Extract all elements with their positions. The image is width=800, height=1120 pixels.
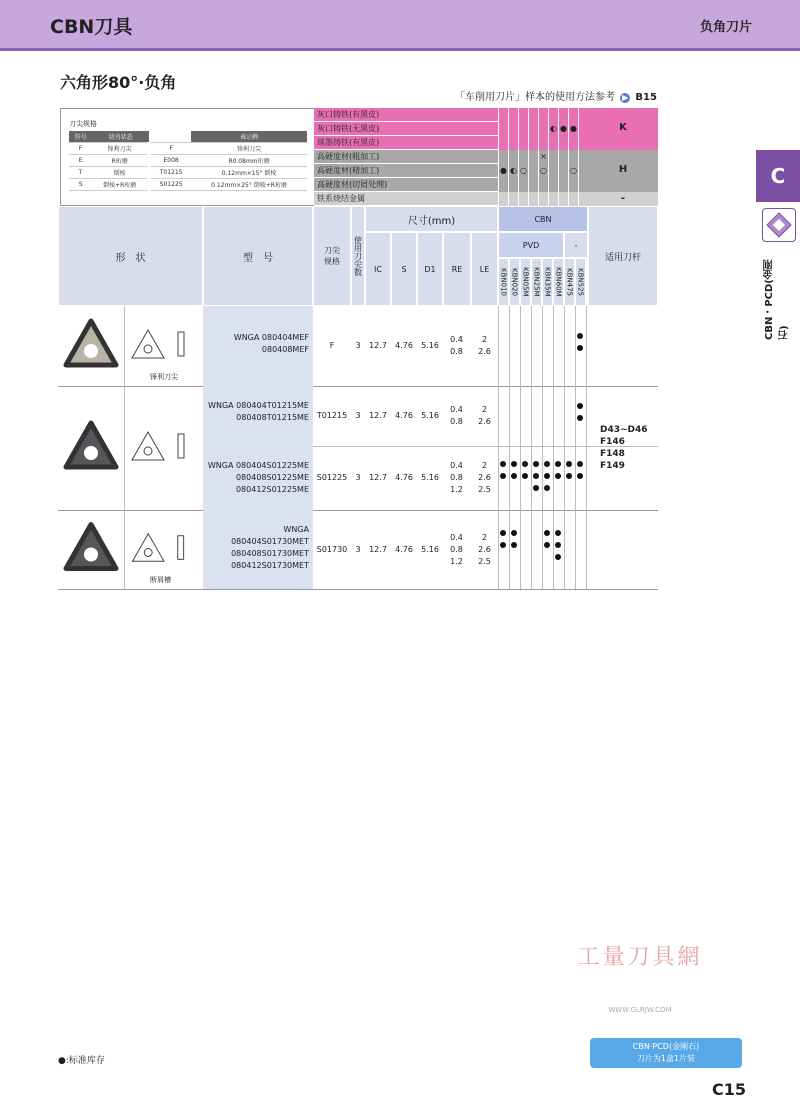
material-mark	[558, 150, 568, 164]
material-mark	[518, 150, 528, 164]
grade-column-line	[520, 306, 521, 589]
stock-dot	[555, 461, 561, 467]
material-row: 灰口铸铁(有黑皮)	[314, 108, 498, 122]
stock-dot	[544, 530, 550, 536]
dim-le-value: 2.5	[478, 556, 491, 566]
stock-dot	[577, 345, 583, 351]
dim-le-value: 2	[481, 335, 488, 344]
material-mark	[498, 108, 508, 122]
material-mark: ●	[568, 122, 578, 136]
head-pvd: PVD	[498, 232, 564, 258]
dim-le-value: 2.5	[478, 485, 491, 494]
stock-dot	[577, 473, 583, 479]
dim-re	[443, 334, 470, 358]
material-mark	[498, 178, 508, 192]
dim-ic: 12.7	[369, 341, 387, 350]
reference-page-link[interactable]: B15	[635, 92, 657, 103]
arrow-icon: ▶	[622, 93, 629, 102]
material-row: 高硬度材(切屑处理)	[314, 178, 498, 192]
dim-d1: 5.16	[421, 544, 439, 554]
row-divider	[58, 510, 658, 511]
diamond-insert-icon	[762, 208, 796, 242]
dim-re-value: 0.8	[450, 473, 463, 482]
material-row: 高硬度材(精加工)	[314, 164, 498, 178]
edge-spec: F	[329, 341, 335, 350]
legend-cell: E008	[149, 155, 191, 167]
cell-divider	[124, 386, 125, 510]
material-mark	[518, 122, 528, 136]
head-dim-le: LE	[471, 232, 498, 306]
material-mark	[548, 108, 558, 122]
head-grade	[520, 258, 531, 306]
edge-spec: S01730	[316, 544, 348, 554]
grade-label: KBN020	[510, 268, 519, 296]
material-mark	[548, 178, 558, 192]
legend-cell: S	[69, 179, 92, 191]
code-k: K	[619, 122, 627, 133]
stock-dot	[566, 473, 572, 479]
material-mark	[548, 150, 558, 164]
head-shape: 形 状	[58, 206, 203, 306]
legend-head: 表示例	[191, 131, 307, 143]
watermark-url: WWW.GLRJW.COM	[608, 1006, 672, 1014]
material-mark	[578, 122, 588, 136]
material-mark	[508, 178, 518, 192]
stock-dot	[544, 461, 550, 467]
material-mark	[538, 108, 548, 122]
material-mark	[558, 178, 568, 192]
page-number: C15	[712, 1080, 747, 1099]
stock-dot	[555, 542, 561, 548]
stock-dot	[511, 542, 517, 548]
insert-photo	[60, 518, 122, 581]
material-mark	[548, 136, 558, 150]
material-mark	[578, 150, 588, 164]
material-mark	[518, 178, 528, 192]
material-mark	[518, 192, 528, 206]
grade-column-line	[586, 306, 587, 589]
head-dash: -	[564, 232, 588, 258]
material-mark	[568, 178, 578, 192]
legend-cell: R0.08mm珩磨	[191, 155, 307, 167]
dim-s: 4.76	[395, 473, 413, 482]
edge-count: 3	[355, 473, 361, 482]
page-category: 负角刀片	[699, 20, 752, 35]
material-mark	[528, 136, 538, 150]
head-holder: 适用刀杆	[588, 206, 658, 306]
head-dim-s: S	[391, 232, 417, 306]
insert-drawing	[126, 520, 198, 579]
dim-le-value: 2	[481, 405, 488, 414]
material-mark	[568, 136, 578, 150]
dim-le-value: 2.6	[478, 347, 491, 356]
material-mark	[578, 178, 588, 192]
dim-re-value: 0.4	[450, 335, 463, 344]
legend-row	[69, 155, 307, 167]
material-row: 球墨铸铁(有黑皮)	[314, 136, 498, 150]
material-mark: ●	[558, 122, 568, 136]
material-mark: ◐	[508, 164, 518, 178]
stock-dot	[577, 333, 583, 339]
holder-item: F149	[600, 461, 625, 471]
material-mark	[528, 178, 538, 192]
material-mark: ×	[538, 150, 548, 164]
legend-cell: 0.12mm×15° 倒棱	[191, 167, 307, 179]
material-mark	[578, 108, 588, 122]
head-grade	[553, 258, 564, 306]
dim-re-value: 1.2	[450, 485, 463, 494]
legend-head: 切刃状态	[92, 131, 149, 143]
material-mark	[558, 108, 568, 122]
material-mark	[508, 108, 518, 122]
cell-divider	[124, 306, 125, 386]
material-row: 铁系烧结金属	[314, 192, 498, 206]
stock-dot	[533, 485, 539, 491]
insert-drawing	[126, 316, 198, 376]
model-cell	[203, 306, 313, 386]
grade-column-line	[553, 306, 554, 589]
head-grade	[509, 258, 520, 306]
legend-row	[69, 167, 307, 179]
model-cell	[203, 446, 313, 510]
stock-dot	[555, 473, 561, 479]
model-code[interactable]: WNGA 080404T01215ME	[208, 401, 309, 410]
dim-s: 4.76	[395, 411, 413, 420]
stock-dot	[533, 461, 539, 467]
insert-photo	[60, 314, 122, 378]
model-code[interactable]: 080408T01215ME	[236, 413, 309, 422]
dim-re-value: 0.4	[450, 461, 463, 470]
grade-column-line	[509, 306, 510, 589]
material-mark	[508, 150, 518, 164]
stock-dot	[555, 554, 561, 560]
material-mark	[568, 192, 578, 206]
edge-count: 3	[355, 544, 361, 554]
dim-le	[471, 334, 498, 358]
chapter-label: CBN・PCD(金刚石)	[764, 259, 790, 340]
material-row: 灰口铸铁(无黑皮)	[314, 122, 498, 136]
model-code[interactable]: WNGA 080404S01730MET	[231, 525, 309, 546]
section-title: 六角形80°·负角	[60, 73, 177, 92]
head-grade	[575, 258, 586, 306]
head-grade	[542, 258, 553, 306]
dim-le	[471, 532, 498, 568]
drawing-note: 断屑槽	[150, 576, 171, 584]
chapter-tab[interactable]: C	[756, 150, 800, 202]
head-grade	[531, 258, 542, 306]
grade-column-line	[542, 306, 543, 589]
dim-d1: 5.16	[421, 473, 439, 482]
legend-cell: F	[149, 143, 191, 155]
material-mark	[508, 136, 518, 150]
material-mark	[518, 136, 528, 150]
reference-note	[455, 88, 657, 103]
insert-drawing	[126, 396, 198, 500]
dim-re-value: 0.8	[450, 544, 463, 554]
stock-dot	[522, 473, 528, 479]
grade-column-line	[498, 306, 499, 589]
head-edge: 刀尖 规格	[313, 206, 351, 306]
legend-gap	[149, 131, 191, 143]
model-code[interactable]: 080408S01730MET	[231, 549, 309, 558]
legend-row	[69, 179, 307, 191]
edge-spec: T01215	[316, 411, 348, 420]
dim-re-value: 0.8	[450, 417, 463, 426]
stock-dot	[544, 473, 550, 479]
dim-le-value: 2.6	[478, 473, 491, 482]
model-code[interactable]: 080408MEF	[261, 345, 309, 354]
drawing-note: 锋利刀尖	[150, 373, 178, 381]
dim-le	[471, 404, 498, 428]
stock-dot	[500, 542, 506, 548]
dim-le	[471, 460, 498, 496]
model-cell	[203, 386, 313, 446]
dim-s: 4.76	[395, 341, 413, 350]
grade-label: KBN475	[565, 268, 574, 296]
row-divider	[58, 589, 658, 590]
page-title: CBN刀具	[50, 16, 133, 38]
stock-dot	[511, 461, 517, 467]
material-mark	[498, 150, 508, 164]
grade-column-line	[531, 306, 532, 589]
stock-dot	[555, 530, 561, 536]
model-cell	[203, 510, 313, 589]
legend-cell: T	[69, 167, 92, 179]
badge-line2: 刀片为1盒1片装	[636, 1054, 696, 1063]
stock-dot	[544, 542, 550, 548]
legend-cell: 倒棱	[92, 167, 149, 179]
grade-column-line	[564, 306, 565, 589]
dim-re-value: 0.4	[450, 532, 463, 542]
material-mark	[568, 108, 578, 122]
material-mark	[508, 192, 518, 206]
material-row: 高硬度材(粗加工)	[314, 150, 498, 164]
edge-spec-legend	[60, 108, 316, 206]
legend-cell: 0.12mm×25° 倒棱+R珩磨	[191, 179, 307, 191]
code-h: H	[618, 164, 628, 175]
material-mark	[558, 192, 568, 206]
footer-note: ●:标准库存	[58, 1056, 105, 1066]
stock-dot	[500, 530, 506, 536]
head-grade	[564, 258, 575, 306]
material-mark	[538, 136, 548, 150]
model-code[interactable]: 080412S01225ME	[235, 485, 309, 494]
holder-item: F146	[600, 437, 625, 447]
model-code[interactable]: 080412S01730MET	[231, 561, 309, 570]
dim-le-value: 2	[481, 461, 488, 470]
material-mark	[528, 192, 538, 206]
grade-label: KBN525	[576, 268, 585, 296]
legend-cell: S01225	[149, 179, 191, 191]
stock-dot	[511, 530, 517, 536]
dim-ic: 12.7	[369, 544, 387, 554]
dim-d1: 5.16	[421, 341, 439, 350]
material-mark: ○	[538, 164, 548, 178]
material-mark: ●	[498, 164, 508, 178]
badge-line1: CBN·PCD(金刚石)	[632, 1042, 700, 1051]
legend-row	[69, 143, 307, 155]
legend-cell: R珩磨	[92, 155, 149, 167]
dim-d1: 5.16	[421, 411, 439, 420]
grade-label: KBN010	[499, 268, 508, 296]
insert-photo	[60, 394, 122, 502]
head-dim-d1: D1	[417, 232, 443, 306]
material-mark	[538, 178, 548, 192]
model-code[interactable]: WNGA 080404MEF	[233, 333, 309, 342]
material-mark	[538, 192, 548, 206]
cell-divider	[124, 510, 125, 589]
grade-label: KBN25M	[532, 267, 541, 297]
stock-dot	[500, 461, 506, 467]
grade-label: KBN35M	[543, 267, 552, 297]
legend-cell: F	[69, 143, 92, 155]
head-use	[351, 206, 365, 306]
material-mark	[548, 192, 558, 206]
material-mark	[528, 122, 538, 136]
head-model: 型 号	[203, 206, 313, 306]
material-mark	[518, 108, 528, 122]
dim-re-value: 1.2	[450, 556, 463, 566]
dim-s: 4.76	[395, 544, 413, 554]
holder-item: D43~D46	[600, 425, 648, 435]
model-code[interactable]: 080408S01225ME	[235, 473, 309, 482]
material-mark: ◐	[548, 122, 558, 136]
material-mark	[578, 192, 588, 206]
legend-head: 符号	[69, 131, 92, 143]
material-mark	[558, 164, 568, 178]
dim-ic: 12.7	[369, 473, 387, 482]
head-grade	[498, 258, 509, 306]
reference-text: 「车削用刀片」样本的使用方法参考	[455, 92, 615, 103]
legend-cell: 锋利刀尖	[92, 143, 149, 155]
material-mark	[498, 192, 508, 206]
material-mark	[508, 122, 518, 136]
material-mark	[578, 164, 588, 178]
material-mark	[528, 150, 538, 164]
material-mark: ○	[518, 164, 528, 178]
dim-ic: 12.7	[369, 411, 387, 420]
stock-dot	[544, 485, 550, 491]
dim-le-value: 2.6	[478, 417, 491, 426]
stock-dot	[577, 403, 583, 409]
head-dim-re: RE	[443, 232, 471, 306]
edge-count: 3	[355, 341, 361, 350]
stock-dot	[566, 461, 572, 467]
material-mark: ○	[568, 164, 578, 178]
material-mark	[558, 136, 568, 150]
material-mark	[578, 136, 588, 150]
stock-dot	[533, 473, 539, 479]
legend-title: 刀尖规格	[69, 120, 97, 128]
dim-re	[443, 532, 470, 568]
legend-table	[69, 131, 307, 191]
material-mark	[498, 122, 508, 136]
head-use-text: 使用刀尖数	[353, 236, 363, 276]
edge-spec: S01225	[316, 473, 348, 482]
dim-le-value: 2	[481, 532, 488, 542]
stock-dot	[577, 415, 583, 421]
material-mark	[548, 164, 558, 178]
material-mark	[568, 150, 578, 164]
edge-count: 3	[355, 411, 361, 420]
head-dim-ic: IC	[365, 232, 391, 306]
legend-cell: 锋利刀尖	[191, 143, 307, 155]
holder-list	[600, 424, 648, 472]
head-dims: 尺寸(mm)	[365, 206, 498, 232]
material-mark	[538, 122, 548, 136]
legend-cell: E	[69, 155, 92, 167]
stock-dot	[577, 461, 583, 467]
model-code[interactable]: WNGA 080404S01225ME	[207, 461, 309, 470]
row-divider	[58, 386, 658, 387]
dim-re-value: 0.4	[450, 405, 463, 414]
material-mark	[528, 108, 538, 122]
dim-re-value: 0.8	[450, 347, 463, 356]
code-sintered: -	[620, 193, 626, 204]
dim-re	[443, 404, 470, 428]
grade-label: KBN60M	[554, 267, 563, 297]
legend-cell: T01215	[149, 167, 191, 179]
packaging-badge	[590, 1038, 742, 1068]
material-mark	[528, 164, 538, 178]
dim-le-value: 2.6	[478, 544, 491, 554]
grade-label: KBN05M	[521, 267, 530, 297]
holder-item: F148	[600, 449, 625, 459]
legend-cell: 倒棱+R珩磨	[92, 179, 149, 191]
head-cbn: CBN	[498, 206, 588, 232]
dim-re	[443, 460, 470, 496]
material-mark	[498, 136, 508, 150]
stock-dot	[500, 473, 506, 479]
grade-column-line	[575, 306, 576, 589]
watermark: 工量刀具網	[577, 945, 703, 970]
stock-dot	[522, 461, 528, 467]
stock-dot	[511, 473, 517, 479]
